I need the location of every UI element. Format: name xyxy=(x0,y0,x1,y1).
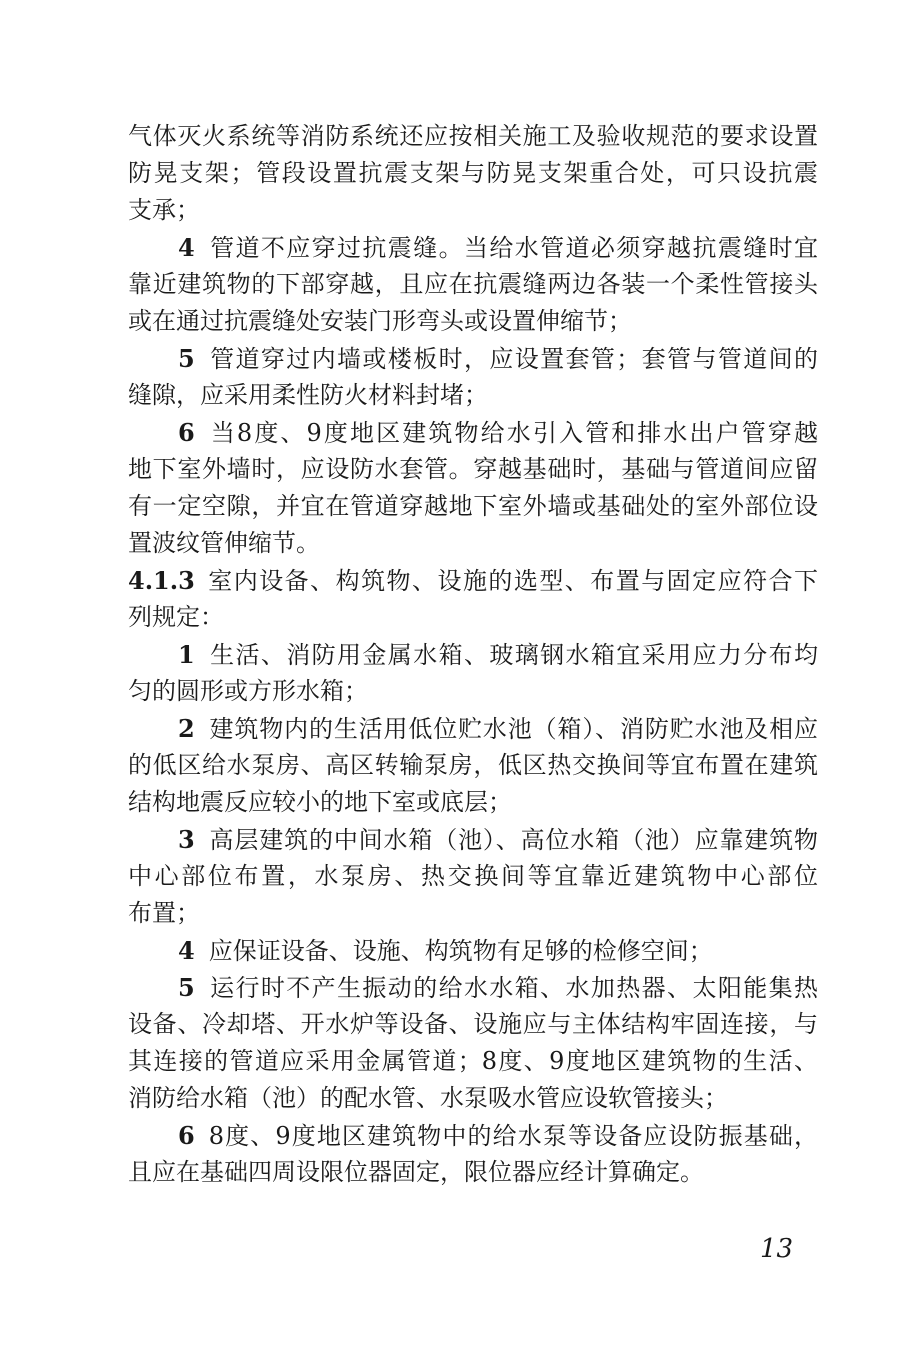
paragraph xyxy=(128,636,818,710)
line-text: 设备、冷却塔、开水炉等设备、设施应与主体结构牢固连接，与 xyxy=(128,1010,818,1038)
paragraph xyxy=(128,710,818,821)
line-text: 管道穿过内墙或楼板时，应设置套管；套管与管道间的 xyxy=(208,345,818,373)
line-text: 有一定空隙，并宜在管道穿越地下室外墙或基础处的室外部位设 xyxy=(128,492,818,520)
line-text: 靠近建筑物的下部穿越，且应在抗震缝两边各装一个柔性管接头 xyxy=(128,270,818,298)
line-text: 其连接的管道应采用金属管道；8度、9度地区建筑物的生活、 xyxy=(128,1047,818,1075)
text-line xyxy=(128,710,818,747)
line-text: 的低区给水泵房、高区转输泵房，低区热交换间等宜布置在建筑 xyxy=(128,751,818,779)
item-number: 1 xyxy=(178,640,195,669)
item-number: 3 xyxy=(178,825,195,854)
line-text: 8度、9度地区建筑物中的给水泵等设备应设防振基础， xyxy=(208,1122,818,1150)
paragraph xyxy=(128,932,818,969)
paragraph xyxy=(128,562,818,636)
text-line xyxy=(128,932,818,969)
text-line xyxy=(128,969,818,1006)
text-line xyxy=(128,1043,818,1080)
item-number: 6 xyxy=(178,1121,195,1150)
text-line xyxy=(128,118,818,155)
line-text: 室内设备、构筑物、设施的选型、布置与固定应符合下 xyxy=(206,567,818,595)
clause-number: 4.1.3 xyxy=(128,566,195,595)
line-text: 缝隙，应采用柔性防火材料封堵； xyxy=(128,381,488,409)
line-text: 结构地震反应较小的地下室或底层； xyxy=(128,788,512,816)
text-line xyxy=(128,636,818,673)
text-line xyxy=(128,821,818,858)
text-line xyxy=(128,1080,818,1117)
text-line xyxy=(128,1117,818,1154)
text-line xyxy=(128,155,818,192)
item-number: 5 xyxy=(178,973,195,1002)
paragraph xyxy=(128,1117,818,1191)
text-line xyxy=(128,895,818,932)
paragraph xyxy=(128,821,818,932)
line-text: 当8度、9度地区建筑物给水引入管和排水出户管穿越 xyxy=(208,419,818,447)
line-text: 气体灭火系统等消防系统还应按相关施工及验收规范的要求设置 xyxy=(128,122,818,150)
text-line xyxy=(128,562,818,599)
item-number: 4 xyxy=(178,936,195,965)
text-line xyxy=(128,1006,818,1043)
paragraph xyxy=(128,969,818,1117)
paragraph xyxy=(128,340,818,414)
line-text: 或在通过抗震缝处安装门形弯头或设置伸缩节； xyxy=(128,307,632,335)
text-line xyxy=(128,784,818,821)
text-line xyxy=(128,1154,818,1191)
text-line xyxy=(128,229,818,266)
line-text: 地下室外墙时，应设防水套管。穿越基础时，基础与管道间应留 xyxy=(128,455,818,483)
line-text: 列规定： xyxy=(128,603,224,631)
line-text: 置波纹管伸缩节。 xyxy=(128,529,320,557)
text-line xyxy=(128,599,818,636)
item-number: 5 xyxy=(178,344,195,373)
line-text: 高层建筑的中间水箱（池）、高位水箱（池）应靠建筑物 xyxy=(208,826,818,854)
line-text: 匀的圆形或方形水箱； xyxy=(128,677,368,705)
line-text: 消防给水箱（池）的配水管、水泵吸水管应设软管接头； xyxy=(128,1084,728,1112)
text-line xyxy=(128,340,818,377)
text-line xyxy=(128,451,818,488)
text-line xyxy=(128,192,818,229)
text-line xyxy=(128,673,818,710)
line-text: 建筑物内的生活用低位贮水池（箱）、消防贮水池及相应 xyxy=(208,715,818,743)
paragraph xyxy=(128,229,818,340)
text-line xyxy=(128,747,818,784)
line-text: 支承； xyxy=(128,196,200,224)
item-number: 2 xyxy=(178,714,195,743)
line-text: 中心部位布置，水泵房、热交换间等宜靠近建筑物中心部位 xyxy=(128,862,818,890)
text-line xyxy=(128,266,818,303)
line-text: 应保证设备、设施、构筑物有足够的检修空间； xyxy=(208,937,713,965)
text-line xyxy=(128,858,818,895)
line-text: 且应在基础四周设限位器固定，限位器应经计算确定。 xyxy=(128,1158,704,1186)
text-line xyxy=(128,303,818,340)
page-number: 13 xyxy=(760,1234,794,1264)
item-number: 6 xyxy=(178,418,195,447)
text-line xyxy=(128,488,818,525)
item-number: 4 xyxy=(178,233,195,262)
line-text: 管道不应穿过抗震缝。当给水管道必须穿越抗震缝时宜 xyxy=(208,234,818,262)
document-body xyxy=(128,118,818,1191)
paragraph xyxy=(128,118,818,229)
line-text: 运行时不产生振动的给水水箱、水加热器、太阳能集热 xyxy=(208,974,818,1002)
line-text: 防晃支架；管段设置抗震支架与防晃支架重合处，可只设抗震 xyxy=(128,159,818,187)
text-line xyxy=(128,414,818,451)
paragraph xyxy=(128,414,818,562)
text-line xyxy=(128,525,818,562)
line-text: 生活、消防用金属水箱、玻璃钢水箱宜采用应力分布均 xyxy=(208,641,818,669)
text-line xyxy=(128,377,818,414)
line-text: 布置； xyxy=(128,899,200,927)
